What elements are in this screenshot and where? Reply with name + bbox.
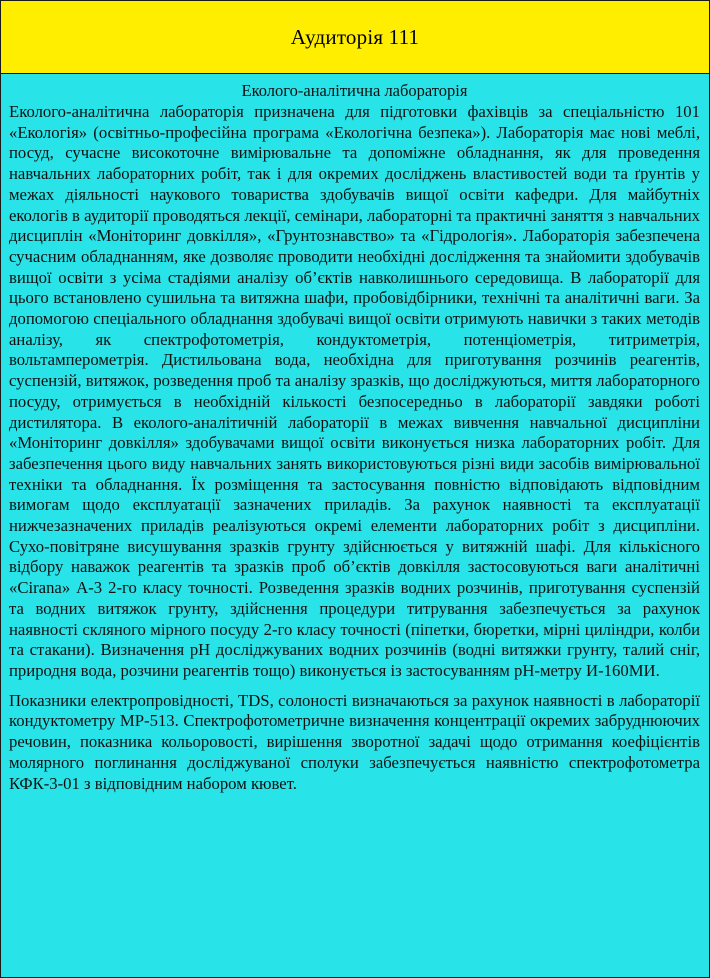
description-paragraph-1: Еколого-аналітична лабораторія призначена для підготовки фахівців за спеціальністю 101 «Екологія» (освітньо-професійна програма «Екологічна безпека»). Лабораторія має нові меблі, посуд, сучасне високоточне вимірювальне та допоміжне обладнання, як для проведення навчальних лабораторних робіт, так і для окремих досліджень властивостей води та ґрунтів у межах діяльності наукового товариства здобувачів вищої освіти кафедри. Для майбутніх екологів в аудиторії проводяться лекції, семінари, лабораторні та практичні заняття з навчальних дисциплін «Моніторинг довкілля», «Грунтознавство» та «Гідрологія». Лабораторія забезпечена сучасним обладнанням, яке дозволяє проводити необхідні дослідження та знайомити здобувачів вищої освіти з усіма стадіями аналізу об’єктів навколишнього середовища. В лабораторії для цього встановлено сушильна та витяжна шафи, пробовідбірники, технічні та аналітичні ваги. За допомогою спеціального обладнання здобувачі вищої освіти отримують навички з таких методів аналізу, як спектрофотометрія, кондуктометрія, потенціометрія, титриметрія, вольтамперометрія. Дистильована вода, необхідна для приготування розчинів реагентів, суспензій, витяжок, розведення проб та аналізу зразків, що досліджуються, миття лабораторного посуду, отримується в необхідній кількості безпосередньо в лабораторії завдяки роботі дистилятора. В еколого-аналітичній лабораторії в межах вивчення навчальної дисципліни «Моніторинг довкілля» здобувачами вищої освіти виконується низка лабораторних робіт. Для забезпечення цього виду навчальних занять використовуються різні види засобів вимірювальної техніки та обладнання. Їх розміщення та застосування повністю відповідають відповідним вимогам щодо експлуатації зазначених приладів. За рахунок наявності та експлуатації нижчезазначених приладів реалізуються окремі елементи лабораторних робіт з дисципліни. Сухо-повітряне висушування зразків грунту здійснюється у витяжній шафі. Для кількісного відбору наважок реагентів та зразків проб об’єктів довкілля застосовуються ваги аналітичні «Cirana» А-3 2-го класу точності. Розведення зразків водних розчинів, приготування суспензій та водних витяжок грунту, здійснення процедури титрування забезпечується за рахунок наявності скляного мірного посуду 2-го класу точності (піпетки, бюретки, мірні циліндри, колби та стакани). Визначення pH досліджуваних водних розчинів (водні витяжки грунту, талий сніг, природня вода, розчини реагентів тощо) виконується із застосуванням pH-метру И-160МИ.: [9, 102, 700, 680]
content-area: [9, 81, 700, 794]
page-title: Аудиторія 111: [290, 24, 420, 49]
header-bar: [1, 1, 709, 74]
section-subtitle: Еколого-аналітична лабораторія: [241, 81, 468, 100]
description-paragraph-2: Показники електропровідності, TDS, солоності визначаються за рахунок наявності в лабораторії кондуктометру МР-513. Спектрофотометричне визначення концентрації окремих забруднюючих речовин, показника кольоровості, вирішення зворотної задачі щодо отримання коефіцієнтів молярного поглинання досліджуваної сполуки забезпечується наявністю спектрофотометра КФК-3-01 з відповідним набором кювет.: [9, 690, 700, 793]
